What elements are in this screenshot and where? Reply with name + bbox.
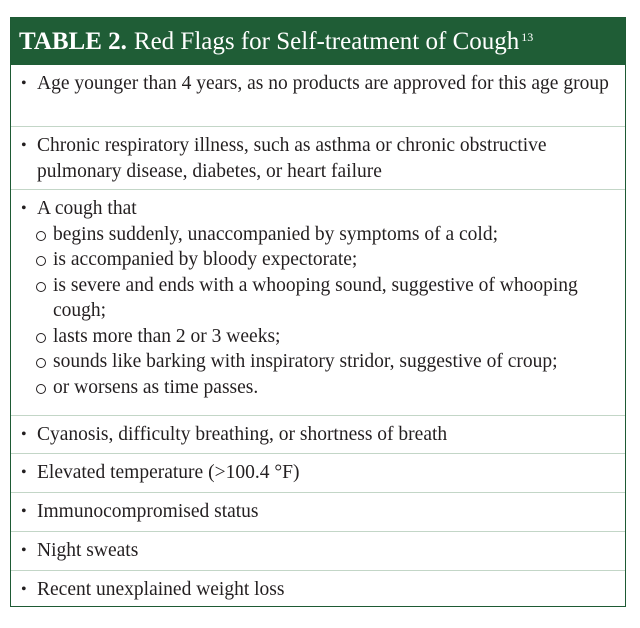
table-row bbox=[11, 492, 625, 531]
row-text: Chronic respiratory illness, such as asthma or chronic obstructive pulmonary disease, diabetes, or heart failure bbox=[37, 135, 547, 182]
bullet-icon: • bbox=[21, 200, 27, 217]
table-title: Red Flags for Self-treatment of Cough bbox=[133, 27, 520, 55]
table-rows bbox=[11, 65, 625, 607]
bullet-icon: • bbox=[21, 503, 27, 520]
bullet-icon: • bbox=[21, 426, 27, 443]
row-content bbox=[37, 196, 615, 400]
table-row bbox=[11, 126, 625, 189]
subitem-text: sounds like barking with inspiratory stridor, suggestive of croup; bbox=[53, 351, 558, 372]
table-row bbox=[11, 415, 625, 453]
row-text: Age younger than 4 years, as no products are approved for this age group bbox=[37, 73, 609, 94]
list-item bbox=[35, 273, 615, 324]
bullet-icon: • bbox=[21, 75, 27, 92]
table-row bbox=[11, 453, 625, 492]
list-item bbox=[35, 247, 615, 273]
list-item bbox=[35, 375, 615, 401]
row-text: Recent unexplained weight loss bbox=[37, 579, 285, 600]
bullet-icon: • bbox=[21, 542, 27, 559]
table-row bbox=[11, 570, 625, 607]
bullet-icon: • bbox=[21, 464, 27, 481]
reference-superscript: 13 bbox=[521, 30, 534, 44]
row-text: Elevated temperature (>100.4 °F) bbox=[37, 462, 300, 483]
subitem-text: begins suddenly, unaccompanied by symptoms of a cold; bbox=[53, 223, 498, 245]
table-row bbox=[11, 189, 625, 415]
row-text: A cough that bbox=[37, 198, 137, 219]
red-flags-table bbox=[10, 17, 626, 607]
subitem-text: is accompanied by bloody expectorate; bbox=[53, 249, 358, 270]
row-text: Immunocompromised status bbox=[37, 501, 259, 522]
list-item bbox=[35, 222, 615, 248]
list-item bbox=[35, 324, 615, 350]
row-text: Night sweats bbox=[37, 540, 139, 561]
subitem-text: or worsens as time passes. bbox=[53, 376, 259, 398]
table-header bbox=[11, 18, 625, 65]
subitem-text: lasts more than 2 or 3 weeks; bbox=[53, 325, 281, 347]
table-label: TABLE 2. bbox=[19, 27, 127, 55]
row-text: Cyanosis, difficulty breathing, or shortness of breath bbox=[37, 424, 448, 445]
table-row bbox=[11, 65, 625, 126]
bullet-icon: • bbox=[21, 581, 27, 598]
cough-sublist bbox=[37, 222, 615, 401]
list-item bbox=[35, 349, 615, 375]
table-row bbox=[11, 531, 625, 570]
bullet-icon: • bbox=[21, 137, 27, 154]
subitem-text: is severe and ends with a whooping sound, suggestive of whooping cough; bbox=[53, 274, 578, 321]
